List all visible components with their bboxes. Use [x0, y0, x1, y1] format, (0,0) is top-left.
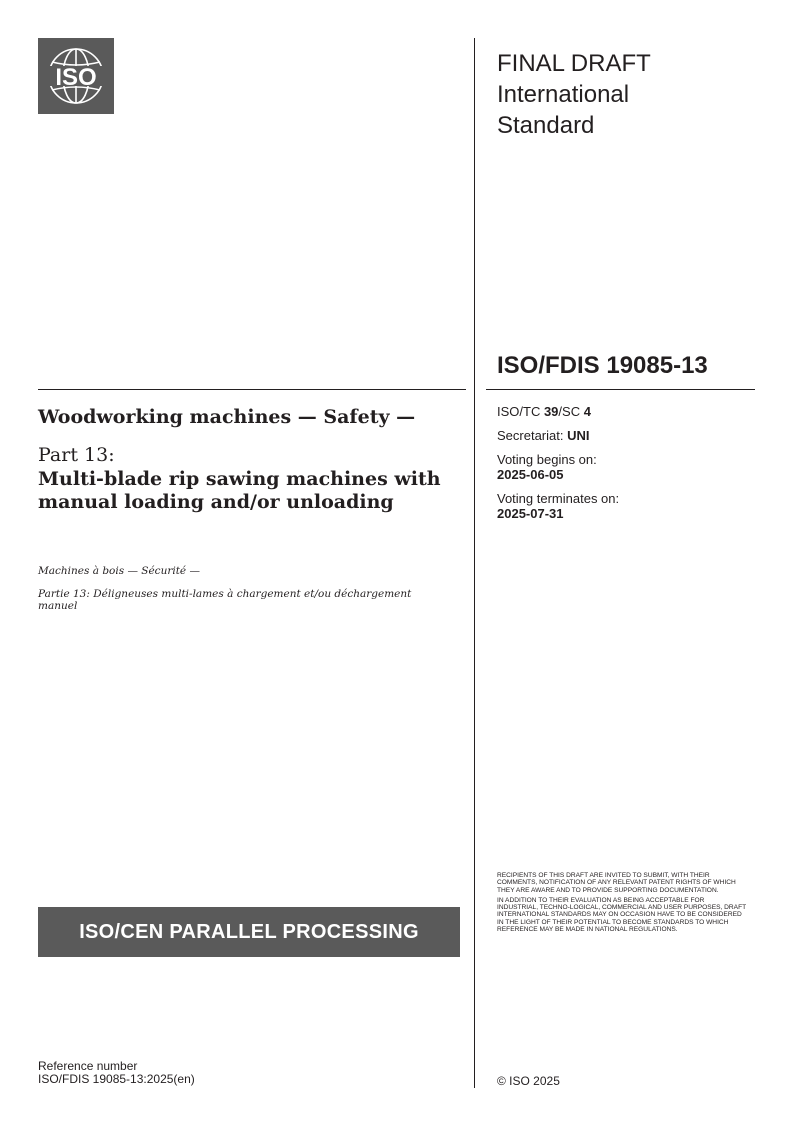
vertical-divider [474, 38, 475, 1088]
reference-label: Reference number [38, 1059, 138, 1073]
status-line-2: International [497, 81, 630, 108]
parallel-processing-banner: ISO/CEN PARALLEL PROCESSING [38, 907, 460, 957]
notice-paragraph-2: IN ADDITION TO THEIR EVALUATION AS BEING ACCEPTABLE FOR INDUSTRIAL, TECHNO-LOGICAL, COMMERCIAL AND USER PURPOSES, DRAFT INTERNATIONAL STANDARDS MAY ON OCCASION HAVE TO BE CONSIDERED IN THE LIGHT OF THEIR POTENTIAL TO BECOME STANDARDS TO WHICH REFERENCE MAY BE MADE IN NATIONAL REGULATIONS. [497, 896, 747, 934]
logo-text: ISO [55, 64, 97, 91]
committee [497, 404, 619, 419]
sc-number: 4 [583, 404, 591, 419]
iso-globe-icon [38, 38, 114, 114]
french-title: Machines à bois — Sécurité — [38, 565, 200, 577]
french-part-title: Partie 13: Déligneuses multi-lames à chargement et/ou déchargement manuel [38, 588, 412, 612]
voting-terminates-date: 2025-07-31 [497, 506, 564, 521]
horizontal-rule-right [486, 389, 755, 390]
part-number: Part 13: [38, 444, 115, 466]
part-title: Multi-blade rip sawing machines with manual loading and/or unloading [38, 468, 441, 513]
secretariat-value: UNI [567, 428, 590, 443]
reference-number [38, 1060, 195, 1086]
reference-value: ISO/FDIS 19085-13:2025(en) [38, 1072, 195, 1086]
notice-paragraph-1: RECIPIENTS OF THIS DRAFT ARE INVITED TO SUBMIT, WITH THEIR COMMENTS, NOTIFICATION OF ANY RELEVANT PATENT RIGHTS OF WHICH THEY ARE AWARE AND TO PROVIDE SUPPORTING DOCUMENTATION. [497, 872, 736, 894]
sc-prefix: /SC [558, 404, 584, 419]
draft-notice [497, 872, 747, 936]
document-number: ISO/FDIS 19085-13 [497, 352, 708, 379]
voting-terminates [497, 491, 619, 521]
copyright: © ISO 2025 [497, 1074, 560, 1088]
horizontal-rule-left [38, 389, 466, 390]
voting-begins [497, 452, 619, 482]
document-meta [497, 404, 619, 530]
main-title: Woodworking machines — Safety — [38, 406, 416, 428]
document-status [497, 48, 651, 141]
tc-number: 39 [543, 404, 559, 419]
voting-begins-date: 2025-06-05 [497, 467, 564, 482]
voting-begins-label: Voting begins on: [497, 452, 597, 467]
status-line-1: FINAL DRAFT [497, 50, 651, 77]
tc-prefix: ISO/TC [497, 404, 544, 419]
iso-logo [38, 38, 114, 114]
status-line-3: Standard [497, 112, 595, 139]
voting-terminates-label: Voting terminates on: [497, 491, 620, 506]
secretariat [497, 428, 619, 443]
secretariat-label: Secretariat: [497, 428, 568, 443]
